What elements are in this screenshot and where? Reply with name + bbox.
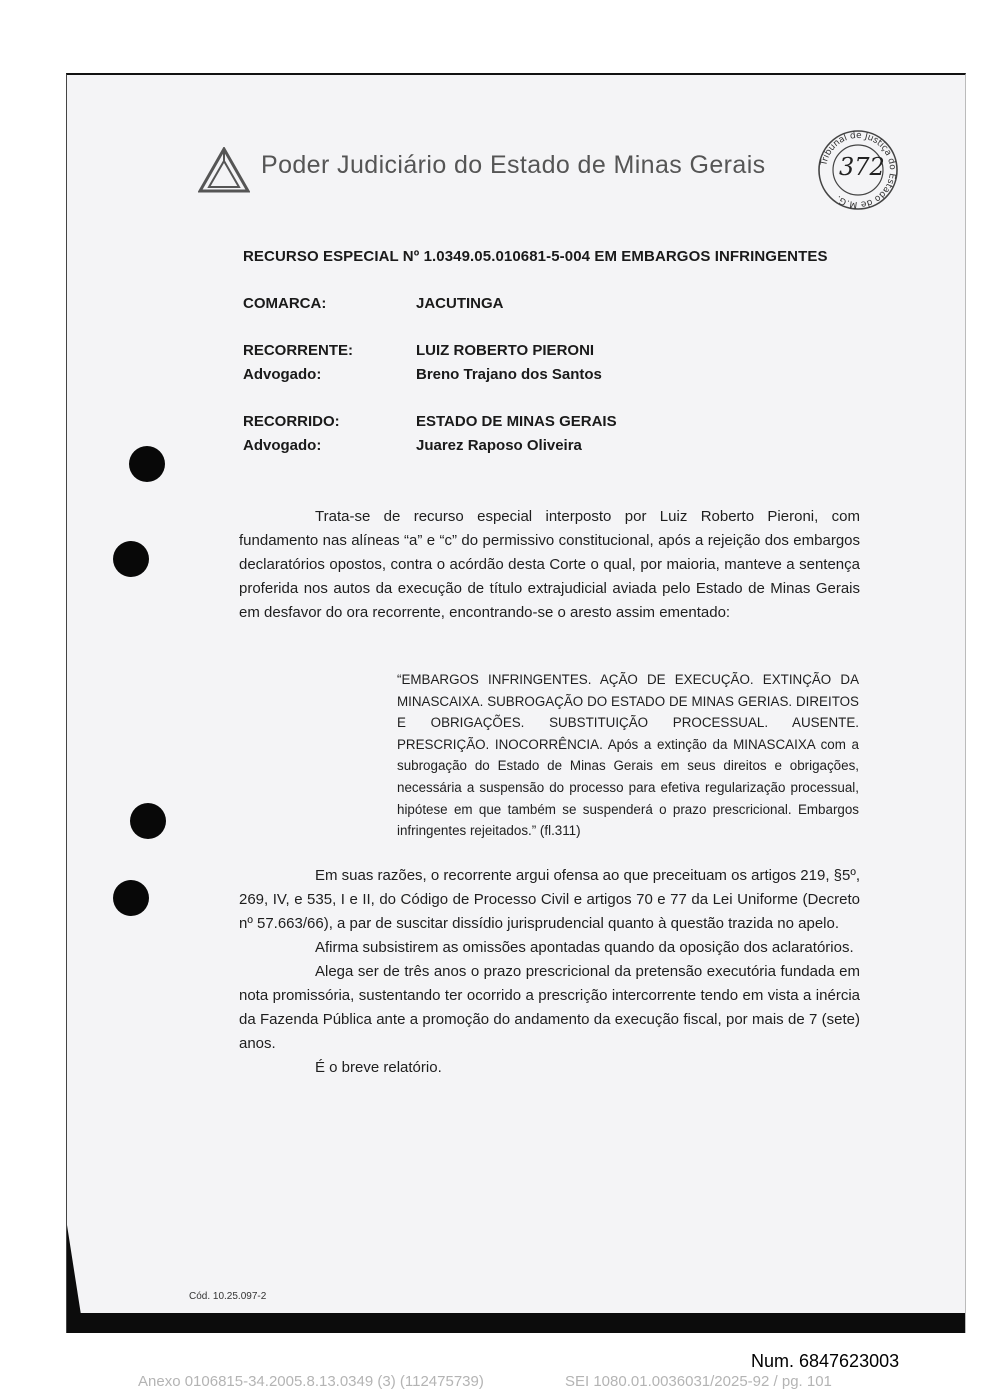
paragraph-prescricao: Alega ser de três anos o prazo prescricional da pretensão executória fundada em nota promissória, sustentando ter ocorrido a prescrição intercorrente tendo em vista a inércia da Fazenda Pública ante a promoção do andamento da execução fiscal, por mais de 7 (sete) anos. <box>239 963 860 1052</box>
ementa-quote: “EMBARGOS INFRINGENTES. AÇÃO DE EXECUÇÃO. EXTINÇÃO DA MINASCAIXA. SUBROGAÇÃO DO ESTADO DE MINAS GERIAS. DIREITOS E OBRIGAÇÕES. SUBSTITUIÇÃO PROCESSUAL. AUSENTE. PRESCRIÇÃO. INOCORRÊNCIA. Após a extinção da MINASCAIXA com a subrogação do Estado de Minas Gerais em seus direitos e obrigações, necessária a suspensão do processo para efetiva regularização processual, hipótese em que também se suspenderá o prazo prescricional. Embargos infringentes rejeitados.” (fl.311) <box>397 672 859 839</box>
recorrente-value: LUIZ ROBERTO PIERONI <box>416 342 595 359</box>
document-number: Num. 6847623003 <box>751 1351 900 1371</box>
advogado-recorrente-label: Advogado: <box>243 366 322 383</box>
judiciary-triangle-logo-icon <box>198 147 250 193</box>
scan-shadow-bottom <box>67 1313 965 1333</box>
punch-hole <box>129 446 165 482</box>
intro-paragraph-block <box>239 505 860 625</box>
document-title: RECURSO ESPECIAL Nº 1.0349.05.010681-5-004 EM EMBARGOS INFRINGENTES <box>243 248 828 265</box>
advogado-recorrido-label: Advogado: <box>243 437 322 454</box>
advogado-recorrente-value: Breno Trajano dos Santos <box>416 366 602 383</box>
scan-shadow-corner <box>67 1225 81 1315</box>
paragraph-omissoes: Afirma subsistirem as omissões apontadas quando da oposição dos aclaratórios. <box>315 939 854 956</box>
sei-reference: SEI 1080.01.0036031/2025-92 / pg. 101 <box>565 1373 832 1390</box>
paragraph-razoes: Em suas razões, o recorrente argui ofensa ao que preceituam os artigos 219, §5º, 269, IV, e 535, I e II, do Código de Processo Civil e artigos 70 e 77 da Lei Uniforme (Decreto nº 57.663/66), a par de suscitar dissídio jurisprudencial quanto à questão trazida no apelo. <box>239 867 860 932</box>
recorrido-label: RECORRIDO: <box>243 413 340 430</box>
comarca-value: JACUTINGA <box>416 295 504 312</box>
paragraph-intro: Trata-se de recurso especial interposto por Luiz Roberto Pieroni, com fundamento nas alíneas “a” e “c” do permissivo constitucional, após a rejeição dos embargos declaratórios opostos, contra o acórdão desta Corte o qual, por maioria, manteve a sentença proferida nos autos da execução de título extrajudicial aviada pelo Estado de Minas Gerais em desfavor do ora recorrente, encontrando-se o aresto assim ementado: <box>239 508 860 621</box>
court-header-title: Poder Judiciário do Estado de Minas Gerais <box>261 151 766 179</box>
comarca-label: COMARCA: <box>243 295 327 312</box>
recorrido-value: ESTADO DE MINAS GERAIS <box>416 413 617 430</box>
seal-ring-text: Tribunal de Justiça do Estado de M.G. <box>819 130 898 210</box>
recorrente-label: RECORRENTE: <box>243 342 354 359</box>
scanned-page <box>66 73 966 1333</box>
annex-reference: Anexo 0106815-34.2005.8.13.0349 (3) (112475739) <box>138 1373 484 1390</box>
paragraph-relatorio: É o breve relatório. <box>315 1059 442 1076</box>
form-code: Cód. 10.25.097-2 <box>189 1291 267 1302</box>
seal-page-number: 372 <box>839 153 885 181</box>
punch-hole <box>130 803 166 839</box>
advogado-recorrido-value: Juarez Raposo Oliveira <box>416 437 582 454</box>
arguments-paragraph-block <box>239 864 860 1080</box>
punch-hole <box>113 541 149 577</box>
punch-hole <box>113 880 149 916</box>
